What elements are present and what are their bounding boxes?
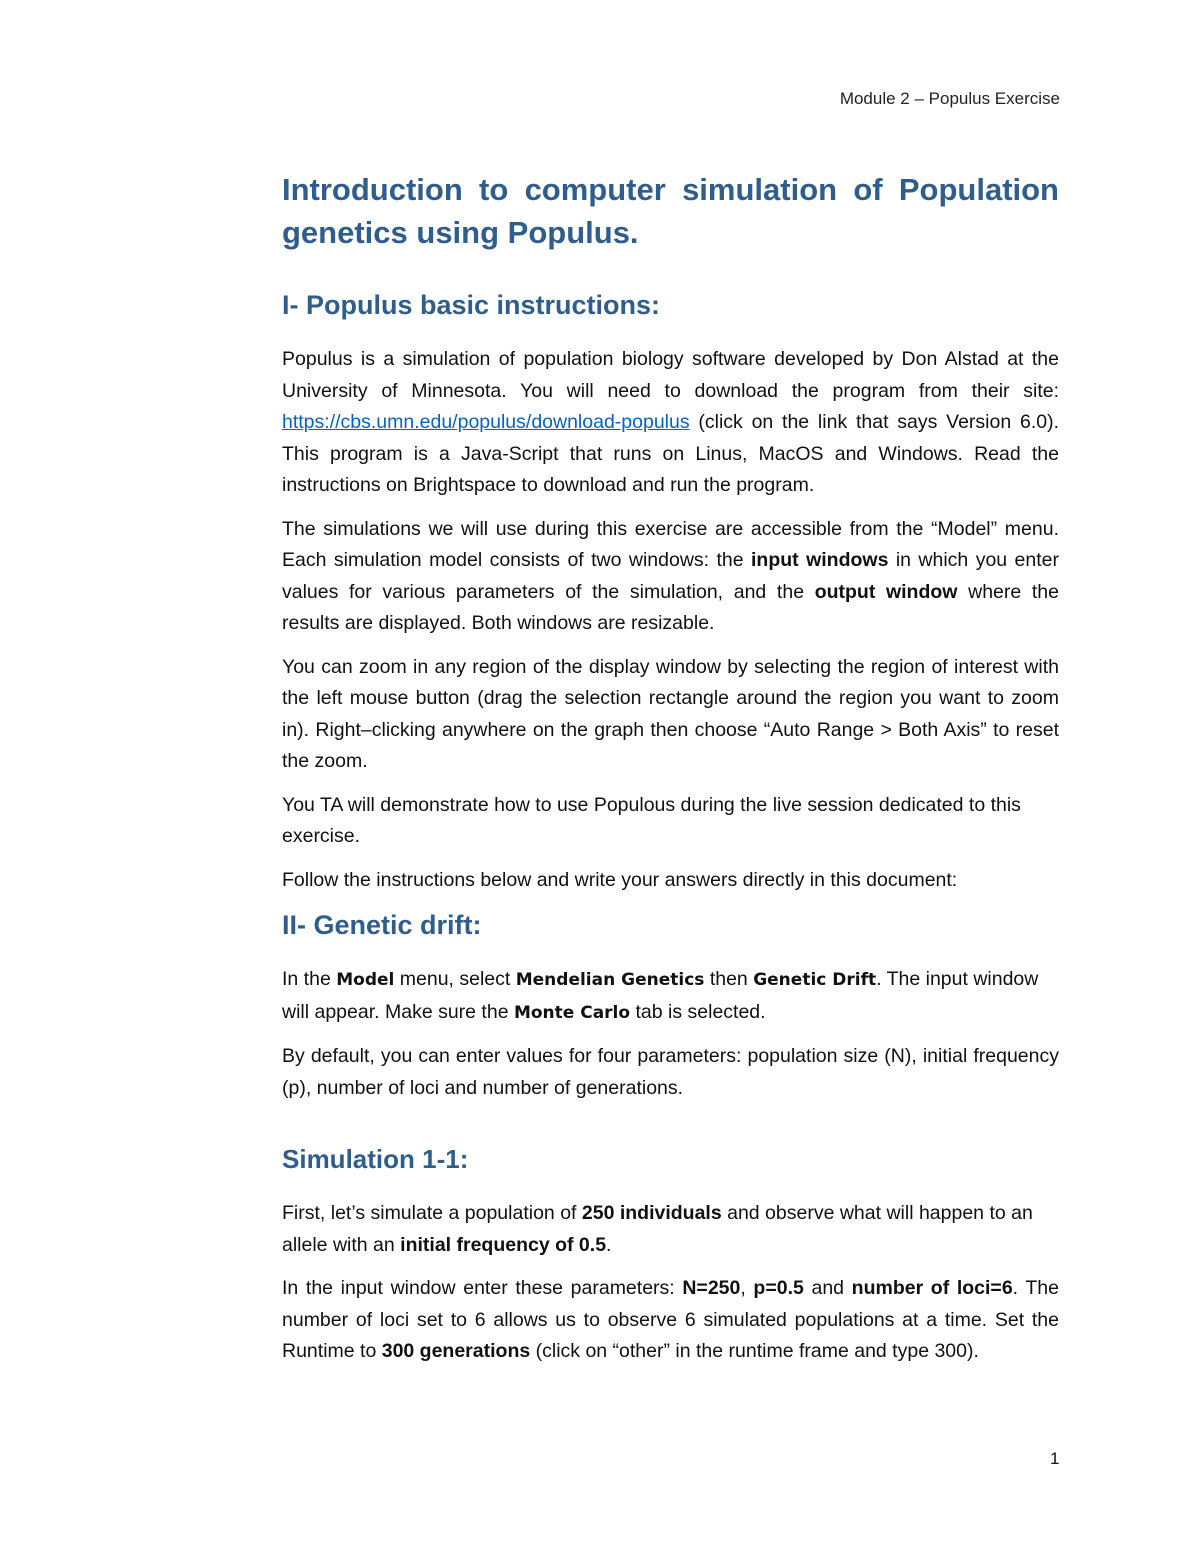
document-body [282,168,1059,1380]
text: First, let’s simulate a population of [282,1202,582,1224]
bold-term: number of loci=6 [851,1277,1013,1299]
text: (click on “other” in the runtime frame and type 300). [530,1340,979,1362]
text: menu, select [394,968,516,990]
menu-term: Mendelian Genetics [515,970,705,990]
paragraph-input-parameters [282,1273,1059,1368]
bold-term: p=0.5 [753,1277,804,1299]
text: and [803,1277,852,1299]
paragraph-model-menu [282,514,1059,640]
text: (click on the link that says Version 6.0). This program is a Java-Script that runs on Linus, MacOS and Windows. Read the instructions on Brightspace to download and run the program. [282,411,1059,496]
paragraph-ta-demo: You TA will demonstrate how to use Populous during the live session dedicated to this exercise. [282,793,1021,847]
bold-term: initial frequency of 0.5 [400,1233,607,1256]
section-heading-basic-instructions: I- Populus basic instructions: [282,290,661,320]
bold-term: 250 individuals [581,1202,722,1224]
bold-term: output window [814,580,958,603]
text: in which you enter values for various parameters of the simulation, and the [282,549,1059,603]
bold-term: input windows [751,549,889,571]
menu-term: Model [336,970,395,990]
page-header: Module 2 – Populus Exercise [839,89,1060,108]
menu-term: Genetic Drift [753,970,877,990]
paragraph-parameters: By default, you can enter values for four parameters: population size (N), initial frequency (p), number of loci and number of generations. [282,1045,1059,1099]
text: . [606,1233,612,1256]
text: and observe what will happen to an allele with an [282,1202,1033,1256]
section-heading-simulation-1-1: Simulation 1-1: [282,1144,469,1174]
paragraph-zoom: You can zoom in any region of the display window by selecting the region of interest with the left mouse button (drag the selection rectangle around the region you want to zoom in). Right–clicking anywhere on the graph then choose “Auto Range > Both Axis” to reset the zoom. [282,655,1059,772]
text: , [740,1277,754,1299]
text: where the results are displayed. Both windows are resizable. [282,580,1059,634]
text: . The number of loci set to 6 allows us to observe 6 simulated populations at a time. Set the Runtime to [282,1277,1059,1362]
paragraph-follow-instructions: Follow the instructions below and write your answers directly in this document: [282,868,958,891]
text: . The input window will appear. Make sure the [282,968,1039,1023]
download-link[interactable]: https://cbs.umn.edu/populus/download-populus [282,411,690,433]
text: The simulations we will use during this exercise are accessible from the “Model” menu. Each simulation model consists of two windows: the [282,517,1059,571]
text: Populus is a simulation of population biology software developed by Don Alstad at the University of Minnesota. You will need to download the program from their site: [282,348,1059,402]
text: In the input window enter these parameters: [282,1277,683,1299]
text: then [704,968,754,990]
document-title: Introduction to computer simulation of Population genetics using Populus. [282,172,1059,250]
text: tab is selected. [630,1000,766,1023]
text: In the [282,968,337,990]
paragraph-model-selection [282,964,1059,1029]
bold-term: N=250 [682,1277,741,1299]
page-number: 1 [1050,1449,1060,1468]
menu-term: Monte Carlo [513,1002,631,1023]
paragraph-simulate-population [282,1198,1059,1261]
bold-term: 300 generations [381,1340,531,1362]
section-heading-genetic-drift: II- Genetic drift: [282,910,482,940]
paragraph-populus-intro [282,344,1059,502]
